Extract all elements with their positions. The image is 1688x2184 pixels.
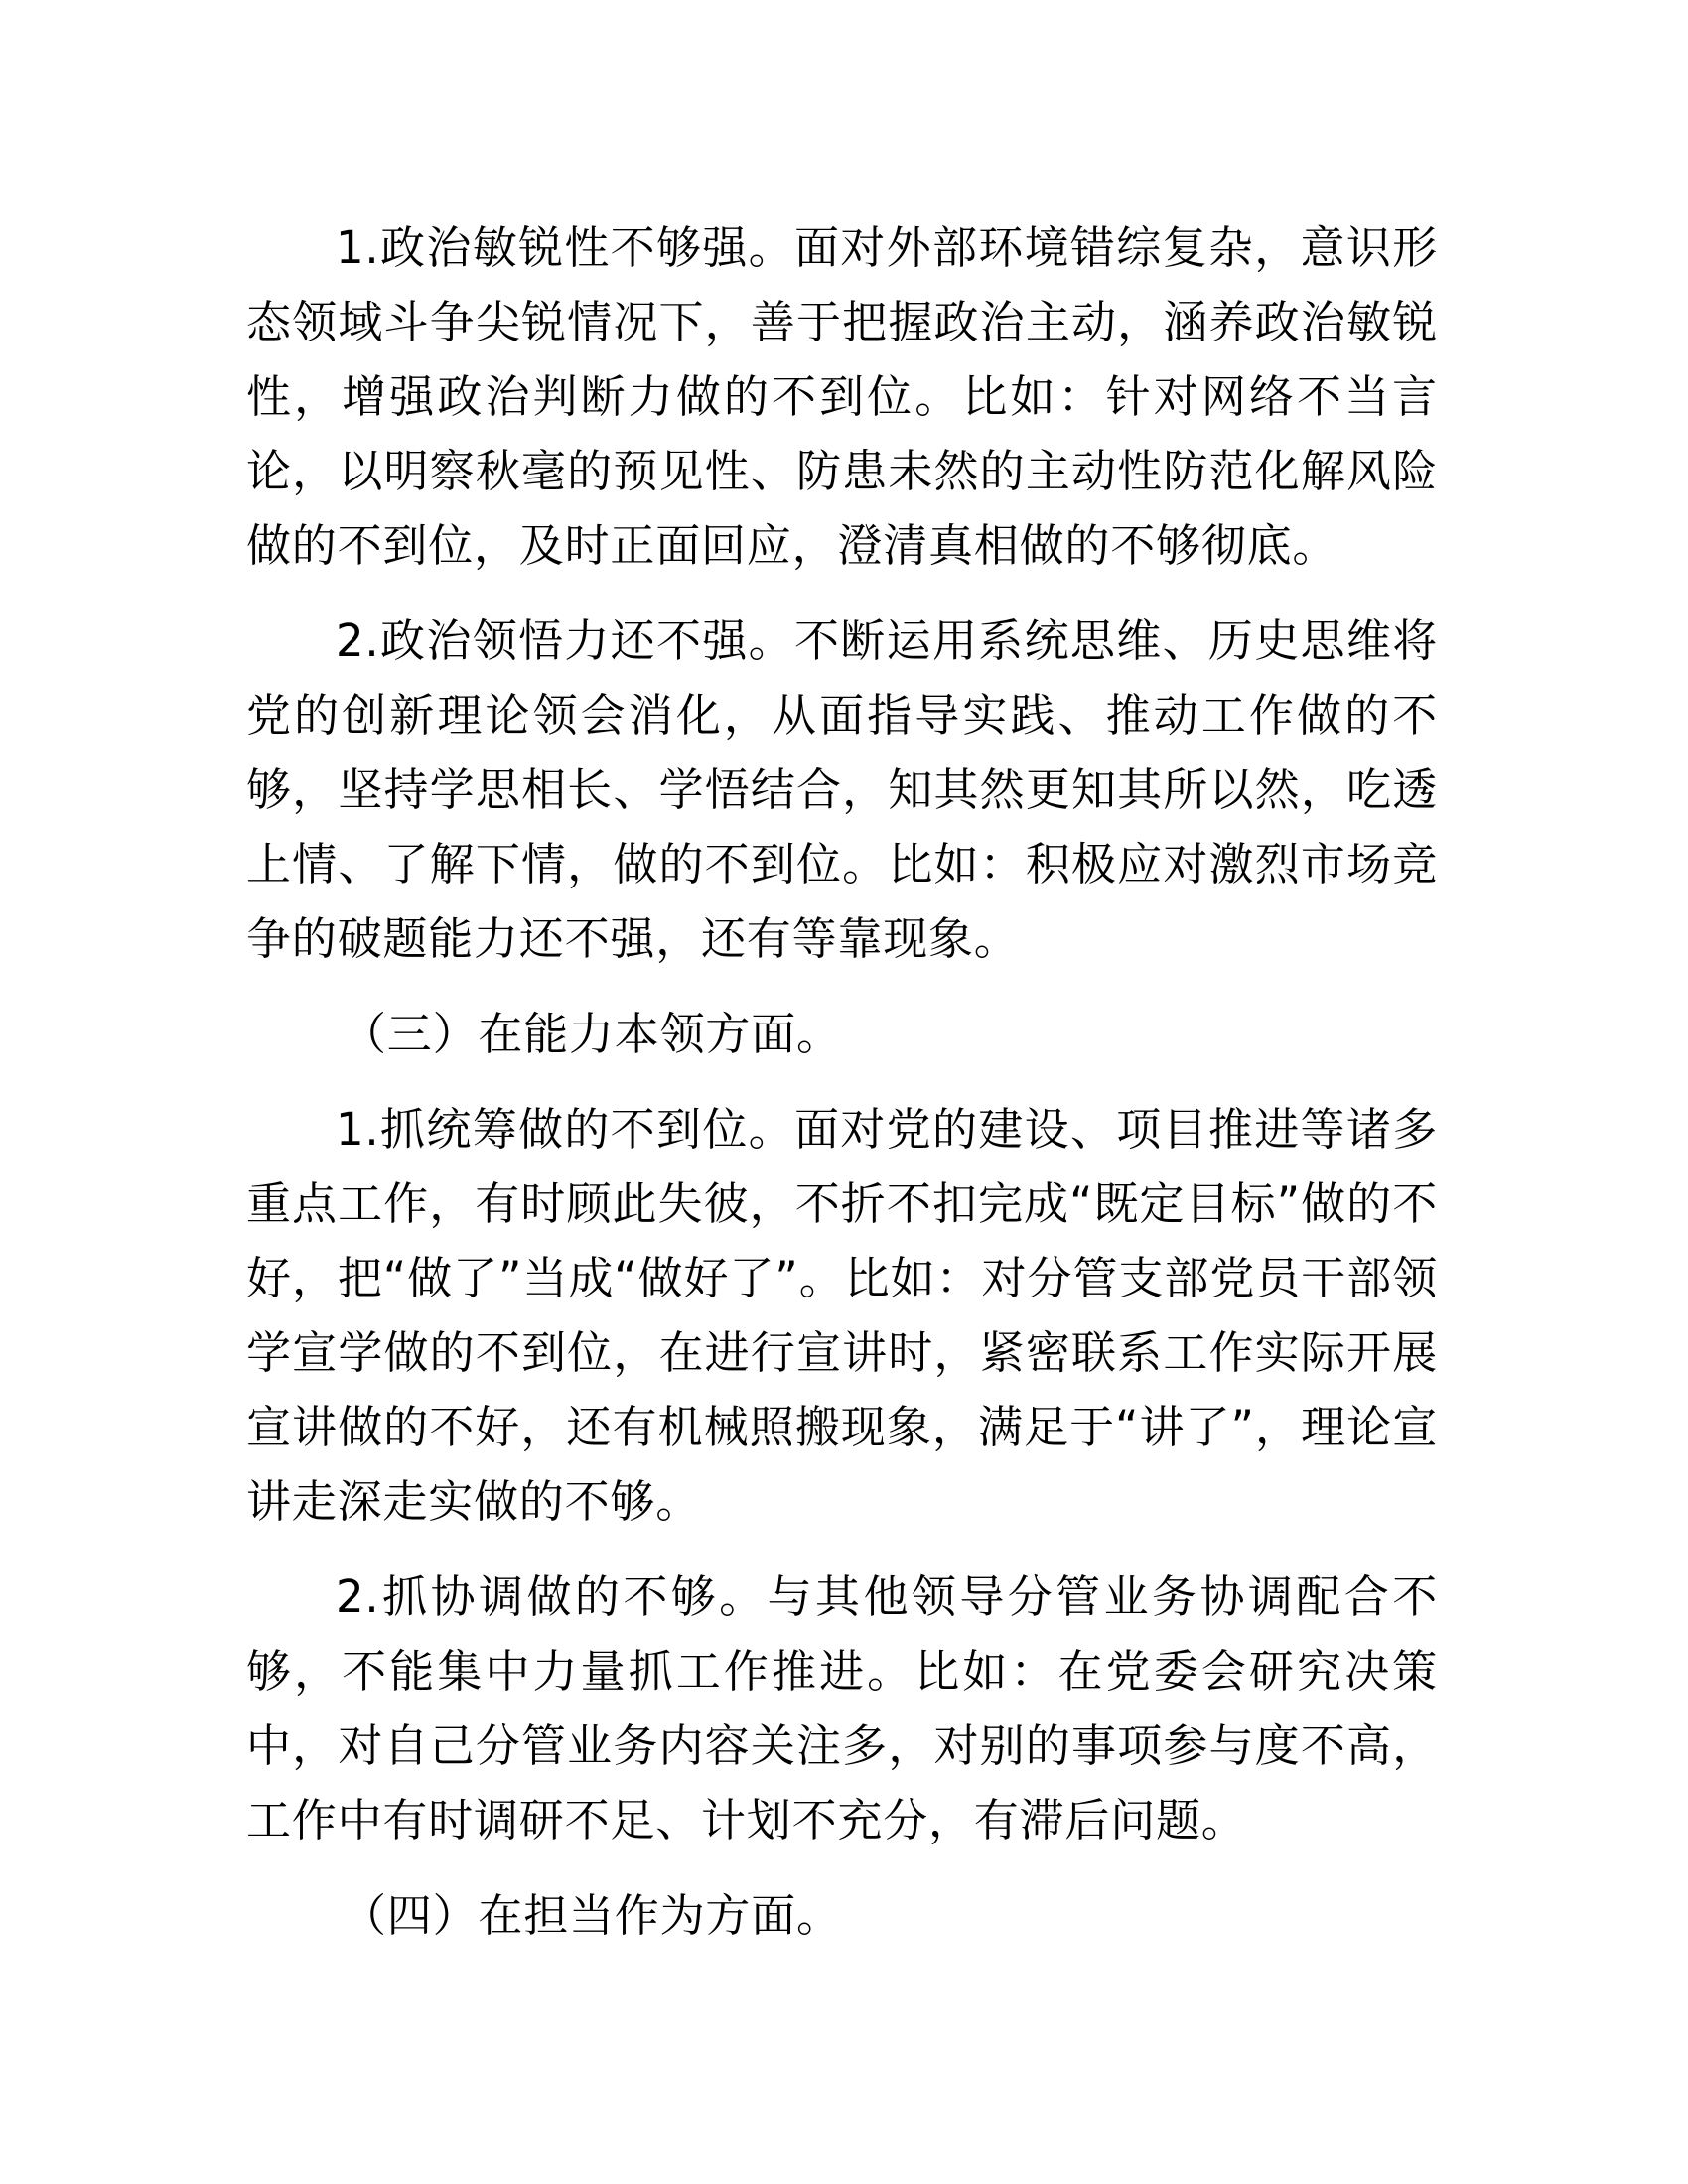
- section-heading-responsibility: （四）在担当作为方面。: [342, 1889, 842, 1942]
- paragraph-coordination: 2.抓协调做的不够。与其他领导分管业务协调配合不够，不能集中力量抓工作推进。比如：在党委会研究决策中，对自己分管业务内容关注多，对别的事项参与度不高，工作中有时调研不足、计划不充分，有滞后问题。: [246, 1570, 1438, 1846]
- document-body: [246, 210, 1438, 1974]
- paragraph-political-comprehension: 2.政治领悟力还不强。不断运用系统思维、历史思维将党的创新理论领会消化，从面指导实践、推动工作做的不够，坚持学思相长、学悟结合，知其然更知其所以然，吃透上情、了解下情，做的不到位。比如：积极应对激烈市场竞争的破题能力还不强，还有等靠现象。: [246, 614, 1438, 965]
- paragraph-political-sensitivity: 1.政治敏锐性不够强。面对外部环境错综复杂，意识形态领域斗争尖锐情况下，善于把握政治主动，涵养政治敏锐性，增强政治判断力做的不到位。比如：针对网络不当言论，以明察秋毫的预见性、防患未然的主动性防范化解风险做的不到位，及时正面回应，澄清真相做的不够彻底。: [246, 221, 1438, 572]
- section-heading-ability: （三）在能力本领方面。: [342, 1008, 842, 1060]
- paragraph-overall-planning: 1.抓统筹做的不到位。面对党的建设、项目推进等诸多重点工作，有时顾此失彼，不折不扣完成“既定目标”做的不好，把“做了”当成“做好了”。比如：对分管支部党员干部领学宣学做的不到位，在进行宣讲时，紧密联系工作实际开展宣讲做的不好，还有机械照搬现象，满足于“讲了”，理论宣讲走深走实做的不够。: [246, 1103, 1438, 1528]
